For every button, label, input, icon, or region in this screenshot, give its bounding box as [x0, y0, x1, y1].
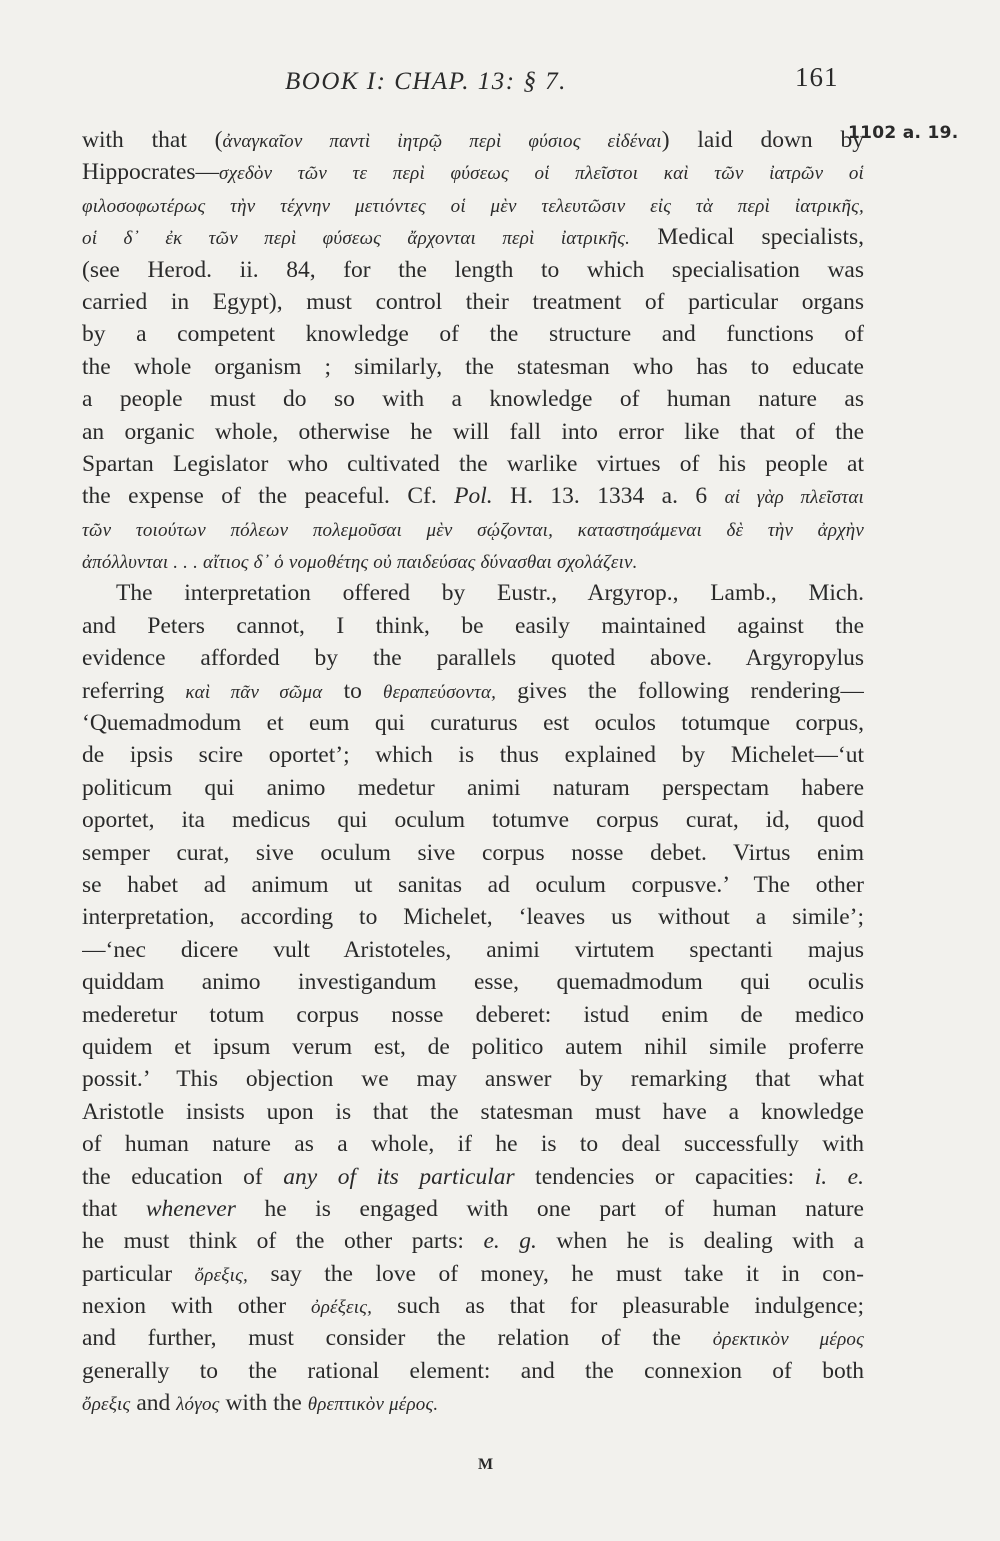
greek-quotation: ὄρεξις,: [194, 1264, 248, 1286]
text-line: [82, 1387, 864, 1419]
greek-quotation: ὀρέξεις,: [311, 1297, 373, 1319]
text-segment: of human nature as a whole, if he is to deal successfully with: [82, 1131, 864, 1158]
text-segment: with the: [219, 1390, 308, 1417]
text-line: [82, 869, 864, 901]
text-segment: and: [130, 1390, 177, 1417]
text-segment: Hippocrates—: [82, 159, 220, 186]
text-line: [82, 934, 864, 966]
text-segment: oportet, ita medicus qui oculum totumve corpus curat, id, quod: [82, 807, 864, 834]
text-line: [82, 416, 864, 448]
text-segment: when he is dealing with a: [536, 1228, 864, 1255]
running-head: [0, 62, 1000, 102]
greek-quotation: οἱ δ᾽ ἐκ τῶν περὶ φύσεως ἄρχονται περὶ ἰατρικῆς.: [82, 228, 631, 250]
text-line: [82, 221, 864, 253]
text-segment: he must think of the other parts:: [82, 1228, 484, 1255]
text-line: [82, 513, 864, 545]
text-line: [82, 999, 864, 1031]
signature-mark: M: [478, 1456, 495, 1473]
greek-quotation: ὄρεξις: [82, 1394, 131, 1416]
text-segment: and further, must consider the relation of the: [82, 1325, 713, 1352]
text-line: [82, 318, 864, 350]
text-segment: ) laid down by: [661, 127, 864, 153]
text-segment: the education of: [82, 1163, 284, 1190]
text-line: [82, 739, 864, 771]
italic-text: Pol.: [454, 483, 493, 510]
text-line: [82, 1096, 864, 1128]
text-segment: a people must do so with a knowledge of human nature as: [82, 386, 864, 413]
text-segment: by a competent knowledge of the structure and functions of: [82, 321, 864, 348]
italic-text: whenever: [145, 1195, 236, 1222]
text-line: [82, 1193, 864, 1225]
text-line: [82, 1355, 864, 1387]
text-segment: quidem et ipsum verum est, de politico autem nihil simile proferre: [82, 1033, 864, 1060]
text-segment: semper curat, sive oculum sive corpus nosse debet. Virtus enim: [82, 839, 864, 866]
text-segment: (see Herod. ii. 84, for the length to which specialisation was: [82, 256, 864, 283]
text-segment: The interpretation offered by Eustr., Argyrop., Lamb., Mich.: [116, 580, 864, 607]
text-line: [82, 545, 864, 577]
text-segment: de ipsis scire oportet’; which is thus explained by Michelet—‘ut: [82, 742, 864, 769]
text-line: [82, 966, 864, 998]
margin-reference: 1102 a. 19.: [848, 123, 959, 143]
text-segment: Medical specialists,: [630, 224, 864, 251]
text-segment: quiddam animo investigandum esse, quemadmodum qui oculis: [82, 969, 864, 996]
text-line: [82, 351, 864, 383]
text-segment: ‘Quemadmodum et eum qui curaturus est oculos totumque corpus,: [82, 710, 864, 737]
text-segment: with that (: [82, 127, 223, 153]
text-line: [82, 642, 864, 674]
greek-quotation: θρεπτικὸν μέρος.: [307, 1394, 439, 1416]
body-text: [82, 124, 864, 1420]
text-line: [82, 1290, 864, 1322]
text-line: [82, 156, 864, 188]
text-line: [82, 1031, 864, 1063]
text-line: [82, 286, 864, 318]
text-segment: se habet ad animum ut sanitas ad oculum corpusve.’ The other: [82, 871, 864, 898]
greek-quotation: σχεδὸν τῶν τε περὶ φύσεως οἱ πλεῖστοι καὶ τῶν ἰατρῶν οἱ: [219, 163, 864, 185]
text-line: [82, 1063, 864, 1095]
text-line: [82, 1258, 864, 1290]
text-segment: Aristotle insists upon is that the statesman must have a knowledge: [82, 1098, 864, 1125]
text-line: [82, 189, 864, 221]
greek-quotation: ἀπόλλυνται . . . αἴτιος δ᾽ ὁ νομοθέτης οὐ παιδεύσας δύνασθαι σχολάζειν.: [82, 552, 638, 574]
text-segment: to: [322, 677, 384, 704]
text-segment: he is engaged with one part of human nature: [235, 1195, 864, 1222]
text-line: [82, 448, 864, 480]
text-line: [82, 577, 864, 609]
text-line: [82, 383, 864, 415]
text-line: [82, 124, 864, 156]
text-segment: referring: [82, 677, 186, 704]
text-segment: say the love of money, he must take it in con-: [247, 1260, 864, 1287]
text-segment: possit.’ This objection we may answer by remarking that what: [82, 1066, 864, 1093]
greek-quotation: ὀρεκτικὸν μέρος: [712, 1329, 864, 1351]
text-segment: that: [82, 1195, 146, 1222]
text-segment: and Peters cannot, I think, be easily maintained against the: [82, 612, 864, 639]
greek-quotation: θεραπεύσοντα,: [383, 681, 497, 703]
text-segment: generally to the rational element: and the connexion of both: [82, 1357, 864, 1384]
text-segment: tendencies or capacities:: [514, 1163, 815, 1190]
text-line: [82, 707, 864, 739]
text-line: [82, 1322, 864, 1354]
text-line: [82, 1128, 864, 1160]
text-line: [82, 480, 864, 512]
text-segment: evidence afforded by the parallels quoted above. Argyropylus: [82, 645, 864, 672]
greek-quotation: αἱ γὰρ πλεῖσται: [724, 487, 864, 509]
greek-quotation: καὶ πᾶν σῶμα: [185, 681, 323, 703]
text-segment: particular: [82, 1260, 195, 1287]
text-segment: H. 13. 1334 a. 6: [492, 483, 725, 510]
italic-text: any of its particular: [283, 1163, 515, 1190]
text-line: [82, 610, 864, 642]
text-line: [82, 675, 864, 707]
text-line: [82, 837, 864, 869]
text-segment: an organic whole, otherwise he will fall into error like that of the: [82, 418, 864, 445]
greek-quotation: τῶν τοιούτων πόλεων πολεμοῦσαι μὲν σῴζονται, καταστησάμεναι δὲ τὴν ἀρχὴν: [82, 519, 864, 541]
text-segment: interpretation, according to Michelet, ‘leaves us without a simile’;: [82, 904, 864, 931]
text-line: [82, 1161, 864, 1193]
text-segment: the expense of the peaceful. Cf.: [82, 483, 455, 510]
text-line: [82, 1225, 864, 1257]
running-head-title: BOOK I: CHAP. 13: § 7.: [285, 68, 567, 95]
text-line: [82, 254, 864, 286]
text-segment: politicum qui animo medetur animi naturam perspectam habere: [82, 774, 864, 801]
text-segment: carried in Egypt), must control their treatment of particular organs: [82, 288, 864, 315]
text-line: [82, 804, 864, 836]
greek-quotation: ἀναγκαῖον παντὶ ἰητρῷ περὶ φύσιος εἰδέναι: [222, 131, 662, 152]
greek-quotation: φιλοσοφωτέρως τὴν τέχνην μετιόντες οἱ μὲν τελευτῶσιν εἰς τὰ περὶ ἰατρικῆς,: [82, 195, 864, 217]
text-segment: nexion with other: [82, 1293, 312, 1320]
page-number: 161: [795, 62, 839, 92]
text-line: [82, 772, 864, 804]
text-segment: such as that for pleasurable indulgence;: [372, 1293, 864, 1320]
italic-text: e. g.: [483, 1228, 537, 1255]
text-line: [82, 901, 864, 933]
text-segment: Spartan Legislator who cultivated the warlike virtues of his people at: [82, 450, 864, 477]
text-segment: —‘nec dicere vult Aristoteles, animi virtutem spectanti majus: [82, 936, 864, 963]
italic-text: i. e.: [814, 1163, 864, 1190]
text-segment: gives the following rendering—: [496, 677, 864, 704]
greek-quotation: λόγος: [176, 1394, 220, 1416]
text-segment: mederetur totum corpus nosse deberet: istud enim de medico: [82, 1001, 864, 1028]
text-segment: the whole organism ; similarly, the statesman who has to educate: [82, 353, 864, 380]
